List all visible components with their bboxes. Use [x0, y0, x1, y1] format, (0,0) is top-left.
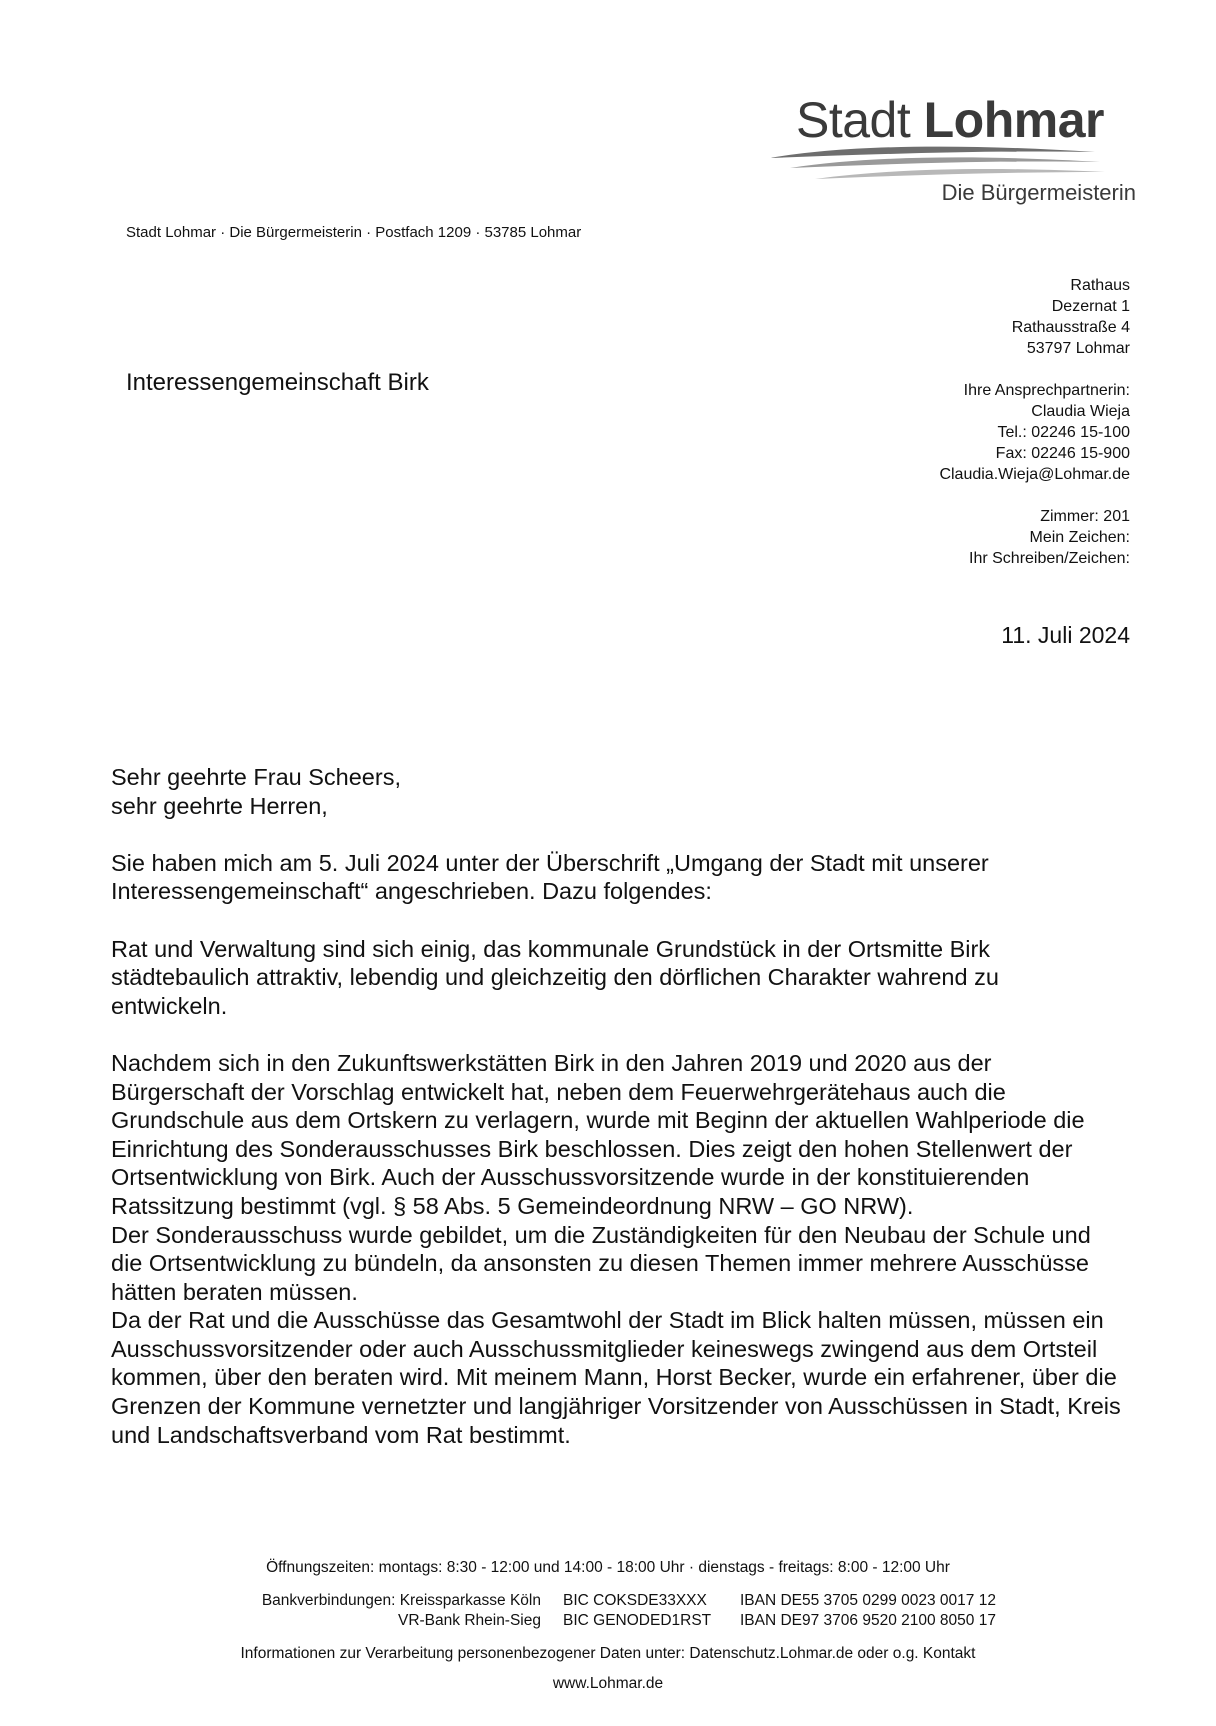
- letter-body: [111, 763, 1121, 1449]
- logo-title: [796, 92, 1104, 148]
- contact-street: Rathausstraße 4: [1011, 319, 1130, 336]
- paragraph-spacer: [111, 906, 1121, 935]
- contact-label: Ihre Ansprechpartnerin:: [963, 382, 1130, 399]
- contact-spacer: [939, 485, 1130, 506]
- paragraph-1: Sie haben mich am 5. Juli 2024 unter der Überschrift „Umgang der Stadt mit unserer Interessengemeinschaft“ angeschrieben. Dazu folgendes:: [111, 849, 989, 905]
- bank-bics: [563, 1591, 711, 1631]
- bank-details: [0, 1591, 1216, 1631]
- paragraph-3: Nachdem sich in den Zukunftswerkstätten Birk in den Jahren 2019 und 2020 aus der Bürgerschaft der Vorschlag entwickelt hat, neben dem Feuerwehrgerätehaus auch die Grundschule aus dem Ortskern zu verlagern, wurde mit Beginn der aktuellen Wahlperiode die Einrichtung des Sonderausschusses Birk beschlossen. Dies zeigt den hohen Stellenwert der Ortsentwicklung von Birk. Auch der Ausschussvorsitzende wurde in der konstituierenden Ratssitzung bestimmt (vgl. § 58 Abs. 5 Gemeindeordnung NRW – GO NRW).: [111, 1049, 1085, 1219]
- privacy-notice: Informationen zur Verarbeitung personenbezogener Daten unter: Datenschutz.Lohmar.de oder o.g. Kontakt: [240, 1645, 976, 1662]
- logo-title-bold: Lohmar: [923, 92, 1104, 148]
- contact-department: Dezernat 1: [1051, 298, 1130, 315]
- contact-city: 53797 Lohmar: [1026, 340, 1130, 357]
- bank-name-2: VR-Bank Rhein-Sieg: [397, 1612, 541, 1629]
- return-address: Stadt Lohmar · Die Bürgermeisterin · Postfach 1209 · 53785 Lohmar: [126, 224, 582, 241]
- contact-room: Zimmer: 201: [1040, 508, 1130, 525]
- bank-name-1: Bankverbindungen: Kreissparkasse Köln: [261, 1592, 541, 1609]
- letter-footer: [0, 1558, 1216, 1694]
- salutation-line-1: Sehr geehrte Frau Scheers,: [111, 764, 401, 790]
- salutation-line-2: sehr geehrte Herren,: [111, 792, 328, 819]
- contact-spacer: [939, 359, 1130, 380]
- contact-building: Rathaus: [1070, 277, 1130, 294]
- paragraph-2: Rat und Verwaltung sind sich einig, das kommunale Grundstück in der Ortsmitte Birk städtebaulich attraktiv, lebendig und gleichzeitig den dörflichen Charakter wahrend zu entwickeln.: [111, 935, 999, 1019]
- contact-tel: Tel.: 02246 15-100: [997, 424, 1130, 441]
- paragraph-4: Der Sonderausschuss wurde gebildet, um die Zuständigkeiten für den Neubau der Schule und die Ortsentwicklung zu bündeln, da ansonsten zu diesen Themen immer mehrere Ausschüsse hätten beraten müssen.: [111, 1221, 1091, 1305]
- logo-subtitle: Die Bürgermeisterin: [941, 180, 1136, 205]
- contact-name: Claudia Wieja: [1031, 403, 1130, 420]
- contact-my-reference: Mein Zeichen:: [1029, 529, 1130, 546]
- recipient: Interessengemeinschaft Birk: [126, 369, 429, 396]
- iban-1: IBAN DE55 3705 0299 0023 0017 12: [740, 1592, 996, 1609]
- contact-fax: Fax: 02246 15-900: [995, 445, 1130, 462]
- contact-block: [939, 275, 1130, 569]
- stadt-lohmar-logo: [770, 92, 1140, 212]
- bic-1: BIC COKSDE33XXX: [563, 1592, 707, 1609]
- paragraph-spacer: [111, 1020, 1121, 1049]
- website: www.Lohmar.de: [552, 1675, 664, 1692]
- logo-title-light: Stadt: [795, 92, 911, 148]
- bank-names: [262, 1591, 541, 1631]
- bic-2: BIC GENODED1RST: [563, 1612, 712, 1629]
- bank-ibans: [740, 1591, 996, 1631]
- opening-hours: Öffnungszeiten: montags: 8:30 - 12:00 und 14:00 - 18:00 Uhr · dienstags - freitags: 8:00 - 12:00 Uhr: [266, 1559, 950, 1576]
- paragraph-spacer: [111, 820, 1121, 849]
- contact-your-reference: Ihr Schreiben/Zeichen:: [969, 550, 1130, 567]
- letter-date: 11. Juli 2024: [1001, 622, 1130, 648]
- paragraph-5: Da der Rat und die Ausschüsse das Gesamtwohl der Stadt im Blick halten müssen, müssen ein Ausschussvorsitzender oder auch Ausschussmitglieder keineswegs zwingend aus dem Ortsteil kommen, über den beraten wird. Mit meinem Mann, Horst Becker, wurde ein erfahrener, über die Grenzen der Kommune vernetzter und langjähriger Vorsitzender von Ausschüssen in Stadt, Kreis und Landschaftsverband vom Rat bestimmt.: [111, 1307, 1121, 1448]
- contact-email: Claudia.Wieja@Lohmar.de: [939, 466, 1130, 483]
- iban-2: IBAN DE97 3706 9520 2100 8050 17: [740, 1612, 996, 1629]
